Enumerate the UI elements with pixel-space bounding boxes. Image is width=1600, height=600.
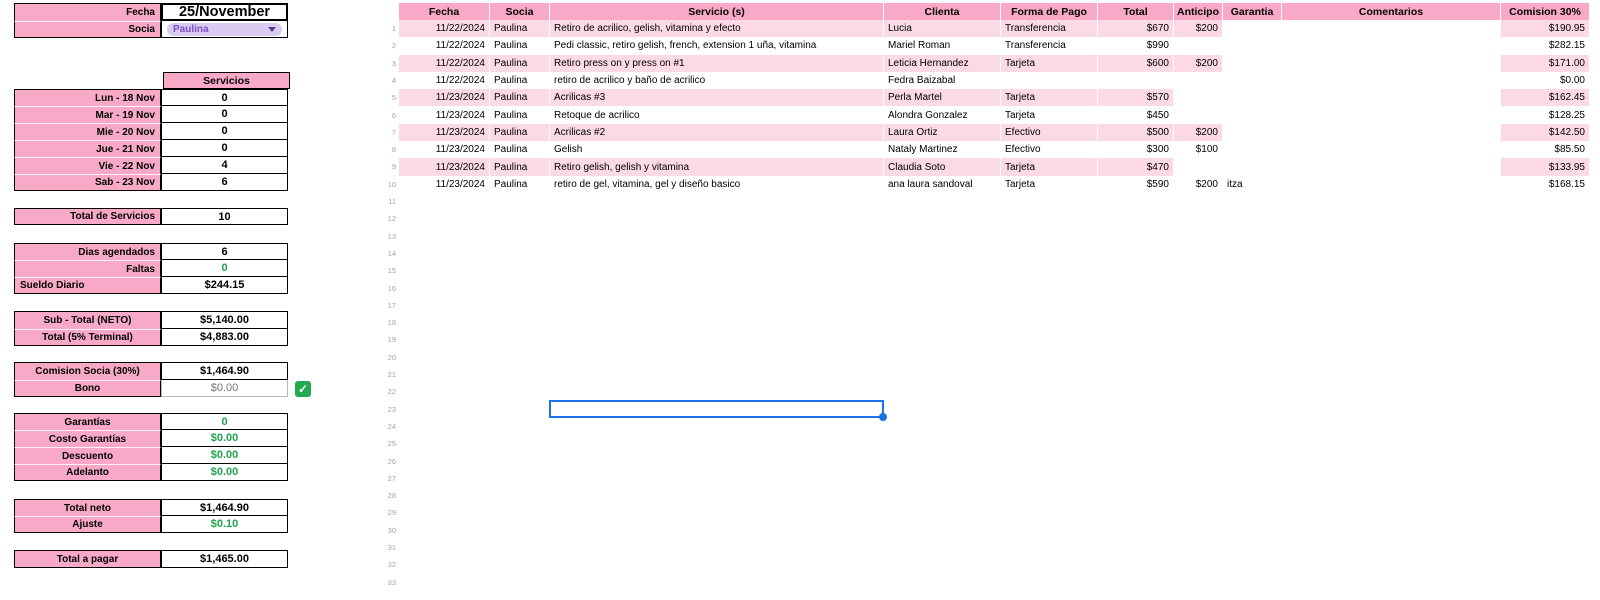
day-row: [14, 123, 288, 140]
column-header-comision[interactable]: Comision 30%: [1501, 3, 1589, 20]
total-servicios-label: Total de Servicios: [14, 208, 161, 225]
cell-total[interactable]: $990: [1098, 37, 1173, 54]
cell-servicio[interactable]: Acrilicas #2: [550, 124, 883, 141]
garantias-section: [14, 413, 288, 481]
row-number[interactable]: 30: [387, 525, 396, 535]
row-number[interactable]: 4: [391, 75, 396, 85]
cell-fecha[interactable]: 11/23/2024: [399, 124, 489, 141]
cell-total[interactable]: [1098, 72, 1173, 89]
cell-garantia[interactable]: [1223, 89, 1281, 106]
row-number[interactable]: 28: [387, 491, 396, 501]
ajuste-label: Ajuste: [14, 516, 161, 533]
cell-comision[interactable]: $190.95: [1501, 20, 1589, 37]
total-terminal-label: Total (5% Terminal): [14, 329, 161, 347]
day-services-value[interactable]: 6: [161, 174, 288, 191]
servicios-days: [14, 89, 288, 191]
cell-garantia[interactable]: [1223, 37, 1281, 54]
adelanto-label: Adelanto: [14, 464, 161, 481]
cell-total[interactable]: $450: [1098, 106, 1173, 123]
cell-comision[interactable]: $282.15: [1501, 37, 1589, 54]
total-a-pagar-label: Total a pagar: [14, 550, 161, 568]
cell-forma[interactable]: Tarjeta: [1001, 176, 1097, 193]
cell-garantia[interactable]: [1223, 124, 1281, 141]
cell-socia[interactable]: Paulina: [490, 141, 549, 158]
row-number[interactable]: 29: [387, 508, 396, 518]
cell-forma[interactable]: Tarjeta: [1001, 89, 1097, 106]
cell-servicio[interactable]: Gelish: [550, 141, 883, 158]
cell-forma[interactable]: Tarjeta: [1001, 106, 1097, 123]
cell-socia[interactable]: Paulina: [490, 124, 549, 141]
cell-clienta[interactable]: Mariel Roman: [884, 37, 1000, 54]
adelanto-value[interactable]: $0.00: [161, 464, 288, 481]
cell-comentarios[interactable]: [1282, 55, 1500, 72]
row-number[interactable]: 27: [387, 473, 396, 483]
row-number[interactable]: 16: [387, 283, 396, 293]
cell-clienta[interactable]: Fedra Baizabal: [884, 72, 1000, 89]
row-number[interactable]: 17: [387, 300, 396, 310]
servicios-header-cell: Servicios: [163, 72, 290, 89]
cell-comentarios[interactable]: [1282, 124, 1500, 141]
cell-comentarios[interactable]: [1282, 141, 1500, 158]
costo-garantias-value[interactable]: $0.00: [161, 430, 288, 447]
row-number[interactable]: 33: [387, 577, 396, 587]
ajuste-value[interactable]: $0.10: [161, 516, 288, 533]
cell-forma[interactable]: Efectivo: [1001, 141, 1097, 158]
column-header-servicio[interactable]: Servicio (s): [550, 3, 883, 20]
row-number[interactable]: 24: [387, 421, 396, 431]
column-header-socia[interactable]: Socia: [490, 3, 549, 20]
cell-garantia[interactable]: [1223, 141, 1281, 158]
cell-comision[interactable]: $168.15: [1501, 176, 1589, 193]
row-number[interactable]: 32: [387, 560, 396, 570]
servicios-header-section: [163, 72, 290, 89]
cell-servicio[interactable]: retiro de gel, vitamina, gel y diseño basico: [550, 176, 883, 193]
cell-fecha[interactable]: 11/23/2024: [399, 89, 489, 106]
table-body: [399, 20, 1589, 193]
cell-comentarios[interactable]: [1282, 176, 1500, 193]
row-number[interactable]: 23: [387, 404, 396, 414]
row-number[interactable]: 18: [387, 318, 396, 328]
cell-comentarios[interactable]: [1282, 158, 1500, 175]
row-number[interactable]: 22: [387, 387, 396, 397]
table-row: [399, 158, 1589, 175]
day-label: Mie - 20 Nov: [14, 123, 161, 140]
comision-socia-label: Comision Socia (30%): [14, 362, 161, 380]
subtotal-label: Sub - Total (NETO): [14, 311, 161, 329]
cell-total[interactable]: $600: [1098, 55, 1173, 72]
cell-socia[interactable]: Paulina: [490, 20, 549, 37]
row-number[interactable]: 12: [387, 214, 396, 224]
table-row: [399, 124, 1589, 141]
socia-label: Socia: [14, 21, 161, 38]
comision-socia-value[interactable]: $1,464.90: [161, 362, 288, 380]
cell-total[interactable]: $470: [1098, 158, 1173, 175]
day-label: Vie - 22 Nov: [14, 157, 161, 174]
row-number[interactable]: 21: [387, 370, 396, 379]
cell-clienta[interactable]: Nataly Martinez: [884, 141, 1000, 158]
cell-servicio[interactable]: Retoque de acrilico: [550, 106, 883, 123]
column-header-total[interactable]: Total: [1098, 3, 1173, 20]
cell-forma[interactable]: [1001, 72, 1097, 89]
row-number[interactable]: 14: [387, 248, 396, 258]
cell-garantia[interactable]: [1223, 158, 1281, 175]
dias-agendados-label: Dias agendados: [14, 243, 161, 260]
row-number[interactable]: 10: [387, 179, 396, 189]
row-number[interactable]: 31: [387, 543, 396, 552]
cell-garantia[interactable]: [1223, 106, 1281, 123]
cell-comentarios[interactable]: [1282, 37, 1500, 54]
column-header-comentarios[interactable]: Comentarios: [1282, 3, 1500, 20]
column-header-fecha[interactable]: Fecha: [399, 3, 489, 20]
total-neto-section: [14, 499, 288, 533]
cell-clienta[interactable]: Alondra Gonzalez: [884, 106, 1000, 123]
cell-comentarios[interactable]: [1282, 89, 1500, 106]
column-header-forma[interactable]: Forma de Pago: [1001, 3, 1097, 20]
cell-comentarios[interactable]: [1282, 106, 1500, 123]
cell-comision[interactable]: $162.45: [1501, 89, 1589, 106]
table-row: [399, 55, 1589, 72]
cell-clienta[interactable]: Claudia Soto: [884, 158, 1000, 175]
cell-comision[interactable]: $171.00: [1501, 55, 1589, 72]
cell-comentarios[interactable]: [1282, 72, 1500, 89]
descuento-label: Descuento: [14, 447, 161, 464]
total-terminal-value[interactable]: $4,883.00: [161, 329, 288, 347]
table-row: [399, 176, 1589, 193]
cell-anticipo[interactable]: [1174, 158, 1222, 175]
table-row: [399, 72, 1589, 89]
day-label: Lun - 18 Nov: [14, 89, 161, 106]
row-number[interactable]: 19: [387, 335, 396, 345]
cell-comision[interactable]: $128.25: [1501, 106, 1589, 123]
cell-anticipo[interactable]: [1174, 106, 1222, 123]
row-number[interactable]: 2: [391, 41, 396, 51]
bono-label: Bono: [14, 380, 161, 397]
column-header-clienta[interactable]: Clienta: [884, 3, 1000, 20]
column-header-anticipo[interactable]: Anticipo: [1174, 3, 1222, 20]
cell-socia[interactable]: Paulina: [490, 106, 549, 123]
cell-fecha[interactable]: 11/23/2024: [399, 141, 489, 158]
garantias-value[interactable]: 0: [161, 413, 288, 430]
cell-forma[interactable]: Efectivo: [1001, 124, 1097, 141]
bono-checkbox[interactable]: [295, 381, 311, 397]
garantias-label: Garantías: [14, 413, 161, 430]
cell-socia[interactable]: Paulina: [490, 158, 549, 175]
cell-total[interactable]: $300: [1098, 141, 1173, 158]
cell-servicio[interactable]: Retiro gelish, gelish y vitamina: [550, 158, 883, 175]
day-row: [14, 106, 288, 123]
cell-comision[interactable]: $0.00: [1501, 72, 1589, 89]
day-services-value[interactable]: 0: [161, 106, 288, 123]
faltas-value[interactable]: 0: [161, 260, 288, 277]
cell-anticipo[interactable]: [1174, 37, 1222, 54]
fecha-value-cell[interactable]: 25/November: [161, 3, 288, 21]
cell-clienta[interactable]: Leticia Hernandez: [884, 55, 1000, 72]
row-number-gutter: [378, 0, 397, 600]
socia-dropdown-value: Paulina: [173, 23, 209, 35]
row-number[interactable]: 13: [387, 231, 396, 241]
bono-value[interactable]: $0.00: [161, 380, 288, 397]
row-number[interactable]: 8: [391, 145, 396, 155]
sueldo-diario-value[interactable]: $244.15: [161, 277, 288, 294]
day-row: [14, 140, 288, 157]
cell-total[interactable]: $570: [1098, 89, 1173, 106]
cell-fecha[interactable]: 11/23/2024: [399, 158, 489, 175]
cell-total[interactable]: $590: [1098, 176, 1173, 193]
comision-section: [14, 362, 288, 397]
row-number[interactable]: 15: [387, 266, 396, 276]
cell-comision[interactable]: $133.95: [1501, 158, 1589, 175]
cell-servicio[interactable]: Retiro press on y press on #1: [550, 55, 883, 72]
cell-garantia[interactable]: [1223, 55, 1281, 72]
row-number[interactable]: 1: [391, 24, 396, 33]
table-row: [399, 106, 1589, 123]
day-services-value[interactable]: 4: [161, 157, 288, 174]
cell-servicio[interactable]: Pedi classic, retiro gelish, french, extension 1 uña, vitamina: [550, 37, 883, 54]
row-number[interactable]: 20: [387, 352, 396, 362]
subtotal-section: [14, 311, 288, 346]
day-row: [14, 89, 288, 106]
socia-dropdown[interactable]: [167, 23, 282, 36]
total-neto-label: Total neto: [14, 499, 161, 516]
row-number[interactable]: 6: [391, 110, 396, 120]
sueldo-diario-label: Sueldo Diario: [14, 277, 161, 294]
row-number[interactable]: 26: [387, 456, 396, 466]
table-header-row: [399, 3, 1589, 20]
table-row: [399, 20, 1589, 37]
cell-anticipo[interactable]: [1174, 89, 1222, 106]
fecha-socia-section: [14, 3, 288, 38]
cell-clienta[interactable]: Lucia: [884, 20, 1000, 37]
total-a-pagar-value[interactable]: $1,465.00: [161, 550, 288, 568]
cell-servicio[interactable]: Retiro de acrilico, gelish, vitamina y efecto: [550, 20, 883, 37]
cell-total[interactable]: $670: [1098, 20, 1173, 37]
cell-anticipo[interactable]: $100: [1174, 141, 1222, 158]
cell-anticipo[interactable]: $200: [1174, 176, 1222, 193]
cell-comision[interactable]: $142.50: [1501, 124, 1589, 141]
day-label: Sab - 23 Nov: [14, 174, 161, 191]
cell-fecha[interactable]: 11/22/2024: [399, 20, 489, 37]
cell-anticipo[interactable]: $200: [1174, 124, 1222, 141]
faltas-label: Faltas: [14, 260, 161, 277]
total-servicios-value[interactable]: 10: [161, 208, 288, 225]
day-services-value[interactable]: 0: [161, 123, 288, 140]
cell-socia[interactable]: Paulina: [490, 72, 549, 89]
subtotal-value[interactable]: $5,140.00: [161, 311, 288, 329]
cell-clienta[interactable]: ana laura sandoval: [884, 176, 1000, 193]
row-number[interactable]: 5: [391, 93, 396, 103]
cell-anticipo[interactable]: [1174, 72, 1222, 89]
total-a-pagar-section: [14, 550, 288, 568]
check-icon: ✓: [297, 382, 309, 396]
row-number[interactable]: 3: [391, 58, 396, 68]
cell-garantia[interactable]: itza: [1223, 176, 1281, 193]
cell-socia[interactable]: Paulina: [490, 55, 549, 72]
cell-forma[interactable]: Tarjeta: [1001, 158, 1097, 175]
cell-fecha[interactable]: 11/22/2024: [399, 37, 489, 54]
cell-socia[interactable]: Paulina: [490, 89, 549, 106]
day-label: Jue - 21 Nov: [14, 140, 161, 157]
dias-section: [14, 243, 288, 294]
day-services-value[interactable]: 0: [161, 140, 288, 157]
total-servicios-section: [14, 208, 288, 225]
row-number[interactable]: 9: [391, 162, 396, 172]
row-number[interactable]: 11: [388, 197, 396, 206]
cell-fecha[interactable]: 11/23/2024: [399, 176, 489, 193]
day-label: Mar - 19 Nov: [14, 106, 161, 123]
cell-comentarios[interactable]: [1282, 20, 1500, 37]
cell-fecha[interactable]: 11/22/2024: [399, 72, 489, 89]
cell-anticipo[interactable]: $200: [1174, 20, 1222, 37]
cell-comision[interactable]: $85.50: [1501, 141, 1589, 158]
column-header-garantia[interactable]: Garantia: [1223, 3, 1281, 20]
cell-anticipo[interactable]: $200: [1174, 55, 1222, 72]
costo-garantias-label: Costo Garantías: [14, 430, 161, 447]
chevron-down-icon: [268, 27, 276, 32]
cell-socia[interactable]: Paulina: [490, 37, 549, 54]
cell-servicio[interactable]: retiro de acrilico y baño de acrilico: [550, 72, 883, 89]
cell-clienta[interactable]: Perla Martel: [884, 89, 1000, 106]
cell-garantia[interactable]: [1223, 20, 1281, 37]
cell-forma[interactable]: Transferencia: [1001, 37, 1097, 54]
cell-fecha[interactable]: 11/23/2024: [399, 106, 489, 123]
cell-servicio[interactable]: Acrilicas #3: [550, 89, 883, 106]
day-services-value[interactable]: 0: [161, 89, 288, 106]
dias-agendados-value[interactable]: 6: [161, 243, 288, 260]
cell-garantia[interactable]: [1223, 72, 1281, 89]
cell-socia[interactable]: Paulina: [490, 176, 549, 193]
table-row: [399, 89, 1589, 106]
fill-handle[interactable]: [879, 413, 887, 421]
total-neto-value[interactable]: $1,464.90: [161, 499, 288, 516]
cell-total[interactable]: $500: [1098, 124, 1173, 141]
descuento-value[interactable]: $0.00: [161, 447, 288, 464]
day-row: [14, 157, 288, 174]
selection-box: [549, 400, 884, 418]
cell-forma[interactable]: Tarjeta: [1001, 55, 1097, 72]
cell-forma[interactable]: Transferencia: [1001, 20, 1097, 37]
row-number[interactable]: 25: [387, 439, 396, 449]
fecha-label: Fecha: [14, 3, 161, 21]
day-row: [14, 174, 288, 191]
table-row: [399, 141, 1589, 158]
cell-clienta[interactable]: Laura Ortiz: [884, 124, 1000, 141]
cell-fecha[interactable]: 11/22/2024: [399, 55, 489, 72]
socia-dropdown-cell[interactable]: [161, 21, 288, 38]
row-number[interactable]: 7: [391, 127, 396, 137]
table-row: [399, 37, 1589, 54]
